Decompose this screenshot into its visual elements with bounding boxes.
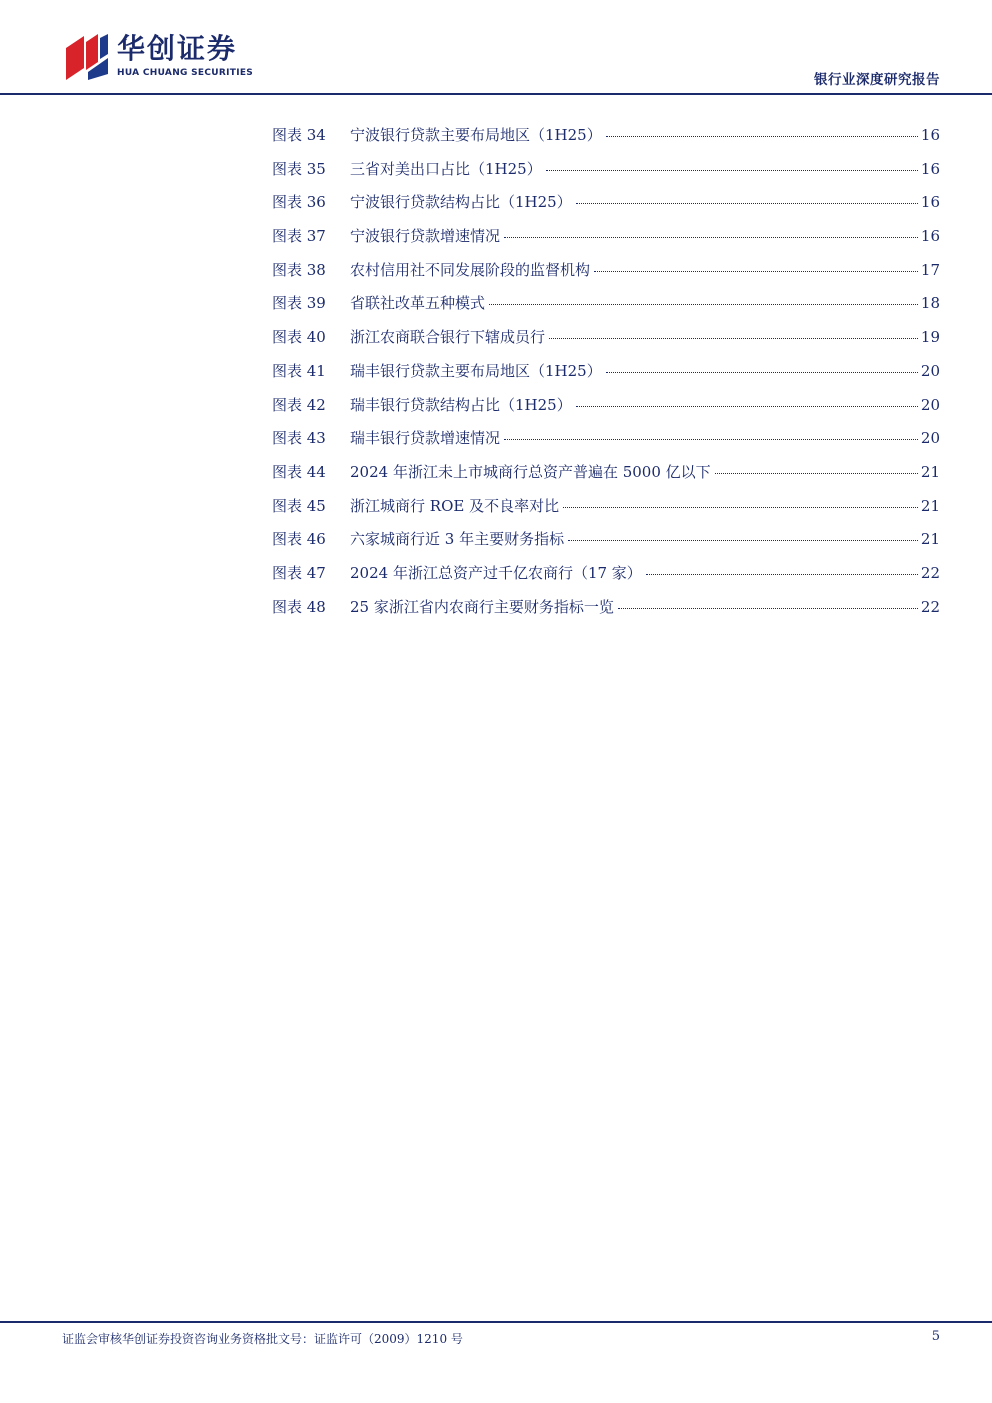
huachuang-logo-icon [64, 34, 110, 80]
toc-dot-leader [715, 472, 918, 474]
toc-entry-page: 20 [920, 361, 940, 380]
toc-dot-leader [546, 169, 918, 171]
toc-entry-title: 宁波银行贷款增速情况 [350, 227, 501, 246]
toc-entry-number: 图表 40 [272, 328, 326, 347]
toc-entry-number: 图表 47 [272, 563, 326, 582]
toc-dot-leader [618, 607, 918, 609]
toc-entry-title: 农村信用社不同发展阶段的监督机构 [350, 260, 591, 279]
toc-entry-page: 16 [920, 193, 940, 212]
toc-entry-page: 16 [920, 159, 940, 178]
toc-dot-leader [646, 573, 918, 575]
footer-divider [0, 1321, 992, 1323]
brand-name-cn: 华创证券 [117, 32, 238, 65]
toc-entry-number: 图表 45 [272, 496, 326, 515]
toc-dot-leader [594, 270, 918, 272]
toc-entry-title: 三省对美出口占比（1H25） [350, 159, 542, 178]
toc-entry-page: 18 [920, 294, 940, 313]
toc-entry-title: 宁波银行贷款结构占比（1H25） [350, 193, 572, 212]
toc-entry-number: 图表 38 [272, 260, 326, 279]
toc-entry[interactable] [272, 528, 940, 562]
toc-entry-number: 图表 35 [272, 159, 326, 178]
toc-entry-title: 瑞丰银行贷款结构占比（1H25） [350, 395, 572, 414]
toc-dot-leader [576, 202, 918, 204]
header-divider [0, 93, 992, 95]
toc-entry-title: 浙江城商行 ROE 及不良率对比 [350, 496, 560, 515]
toc-entry-number: 图表 44 [272, 462, 326, 481]
toc-entry[interactable] [272, 158, 940, 192]
report-type-label: 银行业深度研究报告 [814, 72, 940, 88]
toc-dot-leader [489, 303, 918, 305]
toc-entry-title: 省联社改革五种模式 [350, 294, 486, 313]
toc-entry-title: 瑞丰银行贷款增速情况 [350, 429, 501, 448]
toc-dot-leader [504, 438, 918, 440]
toc-entry[interactable] [272, 124, 940, 158]
toc-entry-page: 22 [920, 563, 940, 582]
toc-dot-leader [563, 506, 918, 508]
toc-entry-number: 图表 39 [272, 294, 326, 313]
toc-entry-number: 图表 43 [272, 429, 326, 448]
toc-entry-page: 19 [920, 328, 940, 347]
toc-entry[interactable] [272, 427, 940, 461]
toc-entry-title: 浙江农商联合银行下辖成员行 [350, 328, 546, 347]
toc-dot-leader [606, 135, 918, 137]
toc-entry-page: 20 [920, 395, 940, 414]
toc-entry-title: 宁波银行贷款主要布局地区（1H25） [350, 126, 602, 144]
toc-entry[interactable] [272, 461, 940, 495]
toc-entry[interactable] [272, 596, 940, 630]
toc-entry-page: 21 [920, 496, 940, 515]
page-header [0, 0, 992, 96]
figure-index-list [272, 124, 940, 629]
toc-entry[interactable] [272, 225, 940, 259]
toc-dot-leader [568, 539, 918, 541]
toc-entry-number: 图表 34 [272, 126, 326, 144]
footer-disclaimer: 证监会审核华创证券投资咨询业务资格批文号：证监许可（2009）1210 号 [62, 1332, 463, 1346]
toc-entry-title: 2024 年浙江未上市城商行总资产普遍在 5000 亿以下 [350, 462, 711, 481]
toc-entry[interactable] [272, 360, 940, 394]
toc-entry-number: 图表 41 [272, 361, 326, 380]
toc-entry-page: 16 [920, 126, 940, 144]
toc-dot-leader [576, 405, 918, 407]
toc-entry-title: 25 家浙江省内农商行主要财务指标一览 [350, 597, 614, 616]
toc-entry-page: 16 [920, 227, 940, 246]
toc-entry-page: 17 [920, 260, 940, 279]
toc-entry[interactable] [272, 394, 940, 428]
toc-dot-leader [504, 236, 918, 238]
toc-entry-number: 图表 48 [272, 597, 326, 616]
toc-entry-page: 21 [920, 530, 940, 549]
toc-entry-page: 20 [920, 429, 940, 448]
toc-entry-title: 六家城商行近 3 年主要财务指标 [350, 530, 565, 549]
toc-entry-number: 图表 37 [272, 227, 326, 246]
toc-entry[interactable] [272, 259, 940, 293]
toc-dot-leader [606, 371, 918, 373]
toc-entry[interactable] [272, 326, 940, 360]
toc-entry-title: 瑞丰银行贷款主要布局地区（1H25） [350, 361, 602, 380]
toc-dot-leader [549, 337, 918, 339]
toc-entry-number: 图表 42 [272, 395, 326, 414]
toc-entry-page: 21 [920, 462, 940, 481]
toc-entry-number: 图表 46 [272, 530, 326, 549]
toc-entry-page: 22 [920, 597, 940, 616]
brand-name-en: HUA CHUANG SECURITIES [117, 68, 254, 78]
toc-entry[interactable] [272, 191, 940, 225]
toc-entry-title: 2024 年浙江总资产过千亿农商行（17 家） [350, 563, 642, 582]
toc-entry[interactable] [272, 495, 940, 529]
toc-entry[interactable] [272, 292, 940, 326]
toc-entry-number: 图表 36 [272, 193, 326, 212]
toc-entry[interactable] [272, 562, 940, 596]
page-number: 5 [931, 1329, 940, 1344]
